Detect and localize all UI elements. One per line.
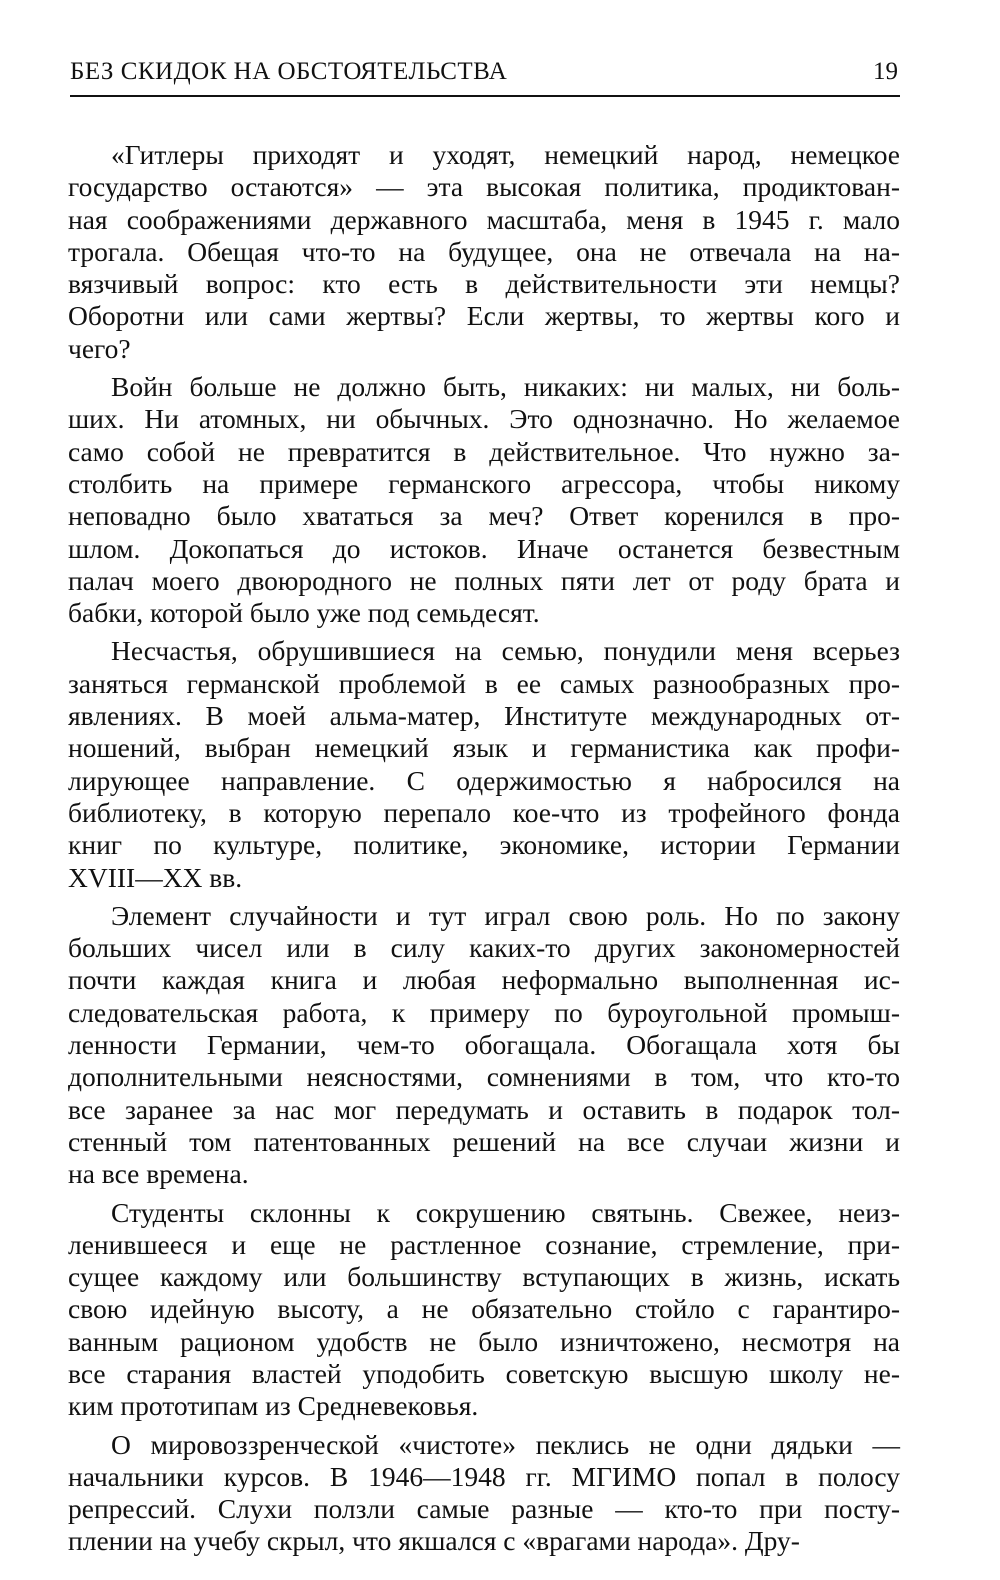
text-line: лирующее направление. С одержимостью я набросился на: [68, 764, 900, 796]
text-line: Войн больше не должно быть, никаких: ни малых, ни боль-: [111, 371, 900, 403]
text-line: все старания властей уподобить советскую высшую школу не-: [68, 1357, 900, 1389]
text-line: книг по культуре, политике, экономике, истории Германии: [68, 829, 900, 861]
text-line: на все времена.: [68, 1158, 249, 1190]
text-line: начальники курсов. В 1946—1948 гг. МГИМО попал в полосу: [68, 1460, 900, 1492]
text-line: Студенты склонны к сокрушению святынь. Свежее, неиз-: [111, 1196, 900, 1228]
body-text: [68, 139, 900, 1558]
text-line: заняться германской проблемой в ее самых разнообразных про-: [68, 667, 900, 699]
text-line: О мировоззренческой «чистоте» пеклись не одни дядьки —: [111, 1428, 900, 1460]
text-line: само собой не превратится в действительное. Что нужно за-: [68, 435, 900, 467]
text-line: вязчивый вопрос: кто есть в действительности эти немцы?: [68, 268, 900, 300]
text-line: палач моего двоюродного не полных пяти лет от роду брата и: [68, 564, 900, 596]
running-title: БЕЗ СКИДОК НА ОБСТОЯТЕЛЬСТВА: [70, 58, 508, 85]
paragraph-5: [68, 1197, 900, 1423]
text-line: бабки, которой было уже под семьдесят.: [68, 597, 540, 629]
text-line: Оборотни или сами жертвы? Если жертвы, то жертвы кого и: [68, 300, 900, 332]
text-line: свою идейную высоту, а не обязательно стойло с гарантиро-: [68, 1293, 900, 1325]
text-line: ленности Германии, чем-то обогащала. Обогащала хотя бы: [68, 1029, 900, 1061]
text-line: ная соображениями державного масштаба, меня в 1945 г. мало: [68, 203, 900, 235]
text-line: государство остаются» — эта высокая политика, продиктован-: [68, 171, 900, 203]
text-line: «Гитлеры приходят и уходят, немецкий народ, немецкое: [111, 139, 900, 170]
text-line: следовательская работа, к примеру по буроугольной промыш-: [68, 996, 900, 1028]
text-line: почти каждая книга и любая неформально выполненная ис-: [68, 964, 900, 996]
text-line: Несчастья, обрушившиеся на семью, понудили меня всерьез: [111, 635, 900, 667]
text-line: XVIII—XX вв.: [68, 861, 243, 893]
text-line: неповадно было хвататься за меч? Ответ коренился в про-: [68, 500, 900, 532]
text-line: явлениях. В моей альма-матер, Институте международных от-: [68, 700, 900, 732]
text-line: ванным рационом удобств не было изничтожено, несмотря на: [68, 1325, 900, 1357]
text-line: дополнительными неясностями, сомнениями в том, что кто-то: [68, 1061, 900, 1093]
text-line: ким прототипам из Средневековья.: [68, 1390, 479, 1422]
text-line: Элемент случайности и тут играл свою роль. Но по закону: [111, 899, 900, 931]
text-line: больших чисел или в силу каких-то других закономерностей: [68, 932, 900, 964]
text-line: столбить на примере германского агрессора, чтобы никому: [68, 467, 900, 499]
page-number: 19: [873, 58, 898, 85]
text-line: стенный том патентованных решений на все случаи жизни и: [68, 1125, 900, 1157]
text-line: чего?: [68, 332, 131, 364]
paragraph-6: [68, 1429, 900, 1558]
paragraph-2: [68, 371, 900, 629]
text-line: ношений, выбран немецкий язык и германистика как профи-: [68, 732, 900, 764]
text-line: шлом. Докопаться до истоков. Иначе останется безвестным: [68, 532, 900, 564]
text-line: плении на учебу скрыл, что якшался с «врагами народа». Дру-: [68, 1525, 800, 1557]
paragraph-3: [68, 635, 900, 893]
running-head: [70, 56, 900, 96]
text-line: ших. Ни атомных, ни обычных. Это однозначно. Но желаемое: [68, 403, 900, 435]
text-line: репрессий. Слухи ползли самые разные — кто-то при посту-: [68, 1493, 900, 1525]
text-line: трогала. Обещая что-то на будущее, она не отвечала на на-: [68, 235, 900, 267]
header-rule: [70, 95, 900, 97]
text-line: сущее каждому или большинству вступающих в жизнь, искать: [68, 1261, 900, 1293]
text-line: библиотеку, в которую перепало кое-что из трофейного фонда: [68, 796, 900, 828]
text-line: все заранее за нас мог передумать и оставить в подарок тол-: [68, 1093, 900, 1125]
paragraph-1: [68, 139, 900, 365]
text-line: ленившееся и еще не растленное сознание, стремление, при-: [68, 1228, 900, 1260]
paragraph-4: [68, 900, 900, 1191]
